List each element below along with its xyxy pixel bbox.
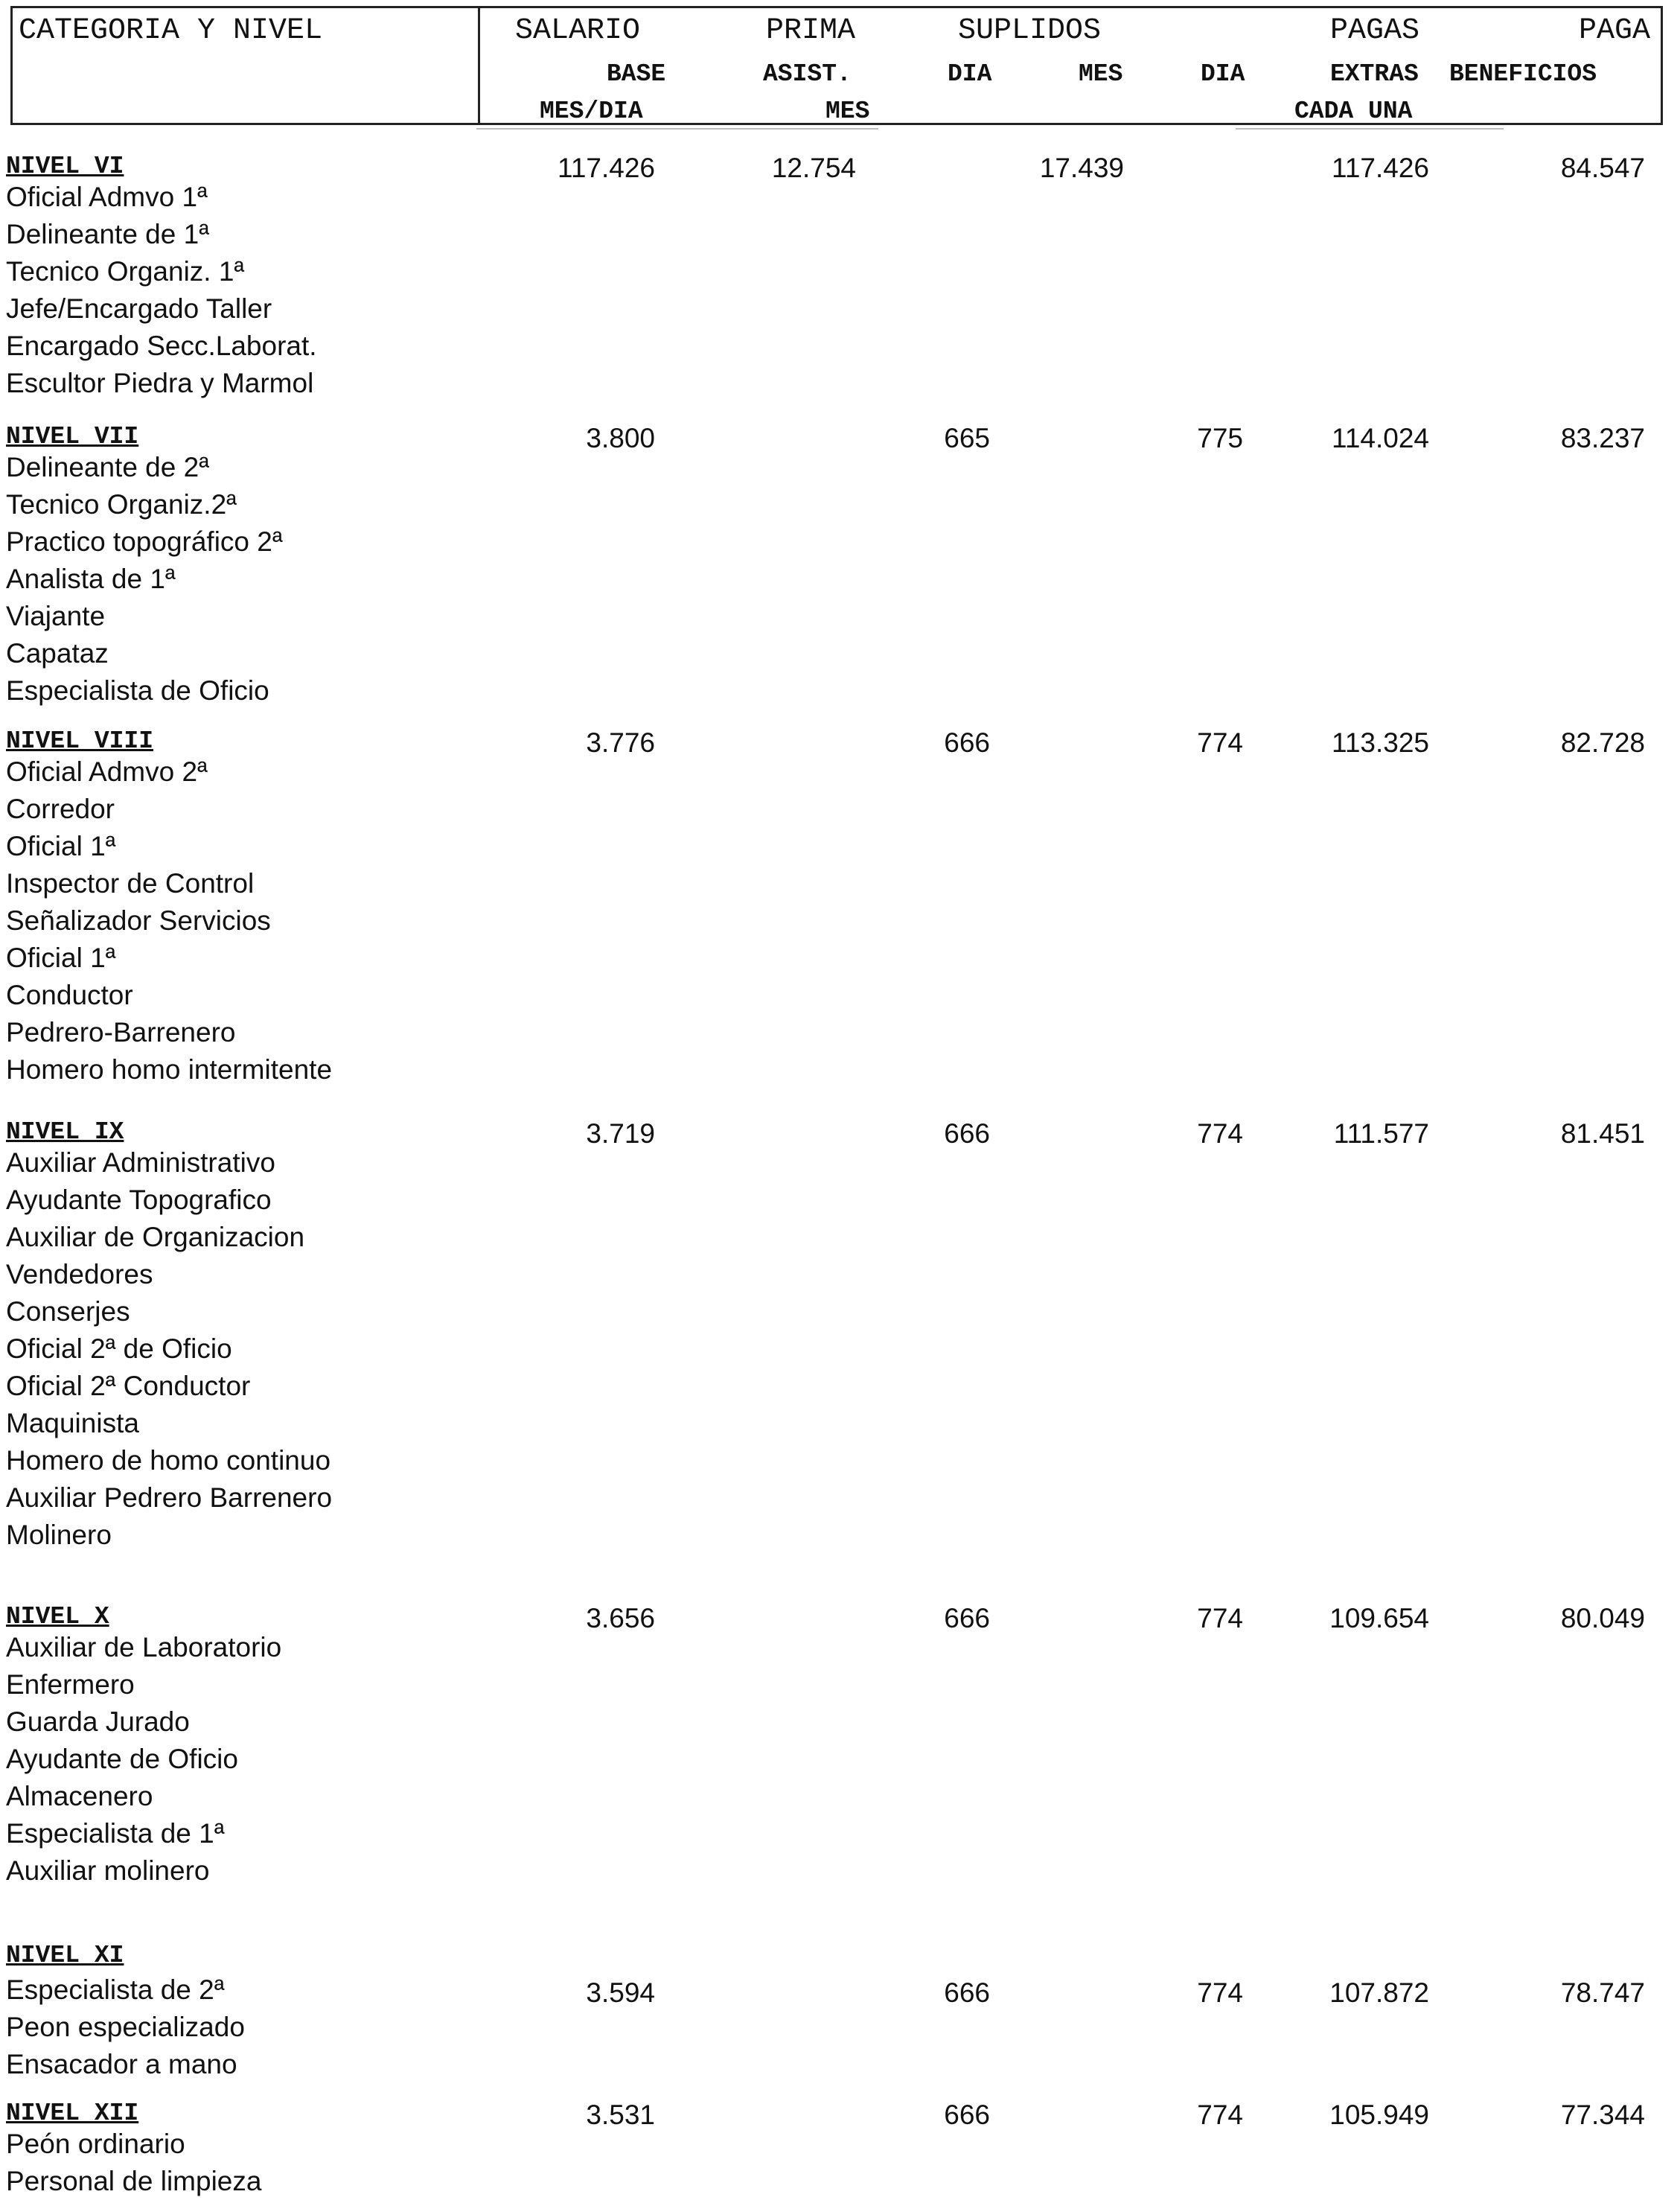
header-rule [476, 128, 878, 130]
level-title: NIVEL XII [6, 2100, 139, 2127]
category-item: Jefe/Encargado Taller [6, 293, 272, 324]
suplidos-dia-value: 666 [944, 1977, 990, 2008]
paga-beneficios-value: 77.344 [1560, 2100, 1645, 2130]
category-item: Señalizador Servicios [6, 905, 271, 936]
dia-value: 774 [1197, 1118, 1243, 1149]
salario-value: 3.800 [586, 423, 655, 453]
category-item: Oficial Admvo 1ª [6, 182, 208, 212]
pagas-extras-value: 107.872 [1329, 1977, 1429, 2008]
category-item: Auxiliar de Organizacion [6, 1222, 305, 1252]
category-item: Auxiliar Pedrero Barrenero [6, 1482, 333, 1513]
dia-value: 774 [1197, 727, 1243, 758]
category-item: Guarda Jurado [6, 1706, 190, 1737]
category-item: Oficial Admvo 2ª [6, 756, 208, 787]
category-item: Almacenero [6, 1781, 153, 1811]
category-item: Enfermero [6, 1669, 135, 1700]
paga-beneficios-value: 81.451 [1560, 1118, 1645, 1149]
paga-beneficios-value: 80.049 [1560, 1603, 1645, 1633]
header-sup-dia: DIA [948, 60, 992, 88]
header-base: BASE [607, 60, 666, 88]
dia-value: 774 [1197, 1603, 1243, 1633]
suplidos-mes-value: 17.439 [1039, 153, 1124, 183]
category-item: Practico topográfico 2ª [6, 526, 283, 557]
category-item: Ayudante Topografico [6, 1185, 272, 1215]
category-item: Viajante [6, 601, 106, 631]
category-item: Tecnico Organiz.2ª [6, 489, 237, 520]
pagas-extras-value: 105.949 [1329, 2100, 1429, 2130]
category-item: Conserjes [6, 1296, 130, 1327]
header-suplidos: SUPLIDOS [958, 14, 1102, 48]
pagas-extras-value: 117.426 [1332, 153, 1429, 183]
category-list [6, 179, 317, 402]
level-title: NIVEL XI [6, 1942, 124, 1969]
category-item: Conductor [6, 980, 133, 1010]
level-title: NIVEL VII [6, 423, 139, 450]
category-item: Oficial 1ª [6, 831, 116, 861]
category-item: Peon especializado [6, 2012, 245, 2042]
suplidos-dia-value: 666 [944, 1118, 990, 1149]
category-item: Pedrero-Barrenero [6, 1017, 236, 1048]
header-asist: ASIST. [763, 60, 852, 88]
category-item: Homero homo intermitente [6, 1054, 333, 1085]
header-category: CATEGORIA Y NIVEL [19, 14, 323, 48]
category-list [6, 449, 283, 710]
category-item: Homero de homo continuo [6, 1445, 331, 1476]
category-item: Molinero [6, 1520, 112, 1550]
level-title: NIVEL VIII [6, 727, 154, 755]
dia-value: 774 [1197, 1977, 1243, 2008]
suplidos-dia-value: 665 [944, 423, 990, 453]
category-item: Especialista de 2ª [6, 1974, 225, 2005]
header-cada-una: CADA UNA [1294, 98, 1413, 125]
salario-value: 3.531 [586, 2100, 655, 2130]
category-item: Especialista de Oficio [6, 675, 269, 706]
suplidos-dia-value: 666 [944, 727, 990, 758]
level-title: NIVEL IX [6, 1118, 124, 1146]
category-item: Especialista de 1ª [6, 1818, 225, 1849]
category-item: Ensacador a mano [6, 2049, 237, 2079]
header-beneficios: BENEFICIOS [1449, 60, 1597, 88]
category-item: Tecnico Organiz. 1ª [6, 256, 245, 287]
category-item: Analista de 1ª [6, 564, 176, 594]
suplidos-dia-value: 666 [944, 1603, 990, 1633]
header-divider [478, 8, 480, 123]
level-title: NIVEL VI [6, 153, 124, 180]
pagas-extras-value: 113.325 [1332, 727, 1429, 758]
category-item: Oficial 2ª Conductor [6, 1371, 251, 1401]
category-item: Capataz [6, 638, 109, 669]
category-item: Corredor [6, 794, 115, 824]
salario-value: 117.426 [558, 153, 655, 183]
pagas-extras-value: 109.654 [1329, 1603, 1429, 1633]
table-header [10, 6, 1663, 125]
dia-value: 775 [1197, 423, 1243, 453]
paga-beneficios-value: 78.747 [1560, 1977, 1645, 2008]
category-item: Peón ordinario [6, 2129, 185, 2159]
paga-beneficios-value: 82.728 [1560, 727, 1645, 758]
header-salario: SALARIO [515, 14, 641, 48]
category-list [6, 2126, 261, 2200]
header-mes-dia: MES/DIA [540, 98, 643, 125]
category-item: Auxiliar molinero [6, 1855, 210, 1886]
pagas-extras-value: 114.024 [1332, 423, 1429, 453]
pagas-extras-value: 111.577 [1333, 1118, 1429, 1149]
category-item: Auxiliar Administrativo [6, 1147, 275, 1178]
header-rule [1236, 128, 1504, 130]
salario-value: 3.656 [586, 1603, 655, 1633]
paga-beneficios-value: 83.237 [1560, 423, 1645, 453]
salario-value: 3.594 [586, 1977, 655, 2008]
category-item: Encargado Secc.Laborat. [6, 331, 317, 361]
salario-value: 3.719 [586, 1118, 655, 1149]
paga-beneficios-value: 84.547 [1560, 153, 1645, 183]
category-item: Delineante de 1ª [6, 219, 209, 249]
header-dia: DIA [1201, 60, 1245, 88]
category-item: Maquinista [6, 1408, 139, 1438]
header-prima: PRIMA [766, 14, 856, 48]
header-paga: PAGA [1579, 14, 1651, 48]
category-item: Oficial 1ª [6, 943, 116, 973]
category-list [6, 753, 332, 1088]
category-item: Personal de limpieza [6, 2166, 262, 2196]
category-list [6, 1629, 281, 1890]
dia-value: 774 [1197, 2100, 1243, 2130]
category-item: Oficial 2ª de Oficio [6, 1333, 232, 1364]
header-prima-mes: MES [825, 98, 870, 125]
category-list [6, 1971, 245, 2083]
category-item: Ayudante de Oficio [6, 1744, 238, 1774]
category-item: Vendedores [6, 1259, 153, 1290]
salario-value: 3.776 [586, 727, 655, 758]
level-title: NIVEL X [6, 1603, 109, 1630]
category-item: Auxiliar de Laboratorio [6, 1632, 282, 1663]
header-extras: EXTRAS [1330, 60, 1419, 88]
category-item: Escultor Piedra y Marmol [6, 368, 314, 398]
category-item: Delineante de 2ª [6, 452, 209, 482]
header-sup-mes: MES [1079, 60, 1123, 88]
header-pagas: PAGAS [1330, 14, 1420, 48]
prima-value: 12.754 [771, 153, 856, 183]
suplidos-dia-value: 666 [944, 2100, 990, 2130]
category-list [6, 1144, 332, 1554]
category-item: Inspector de Control [6, 868, 255, 899]
